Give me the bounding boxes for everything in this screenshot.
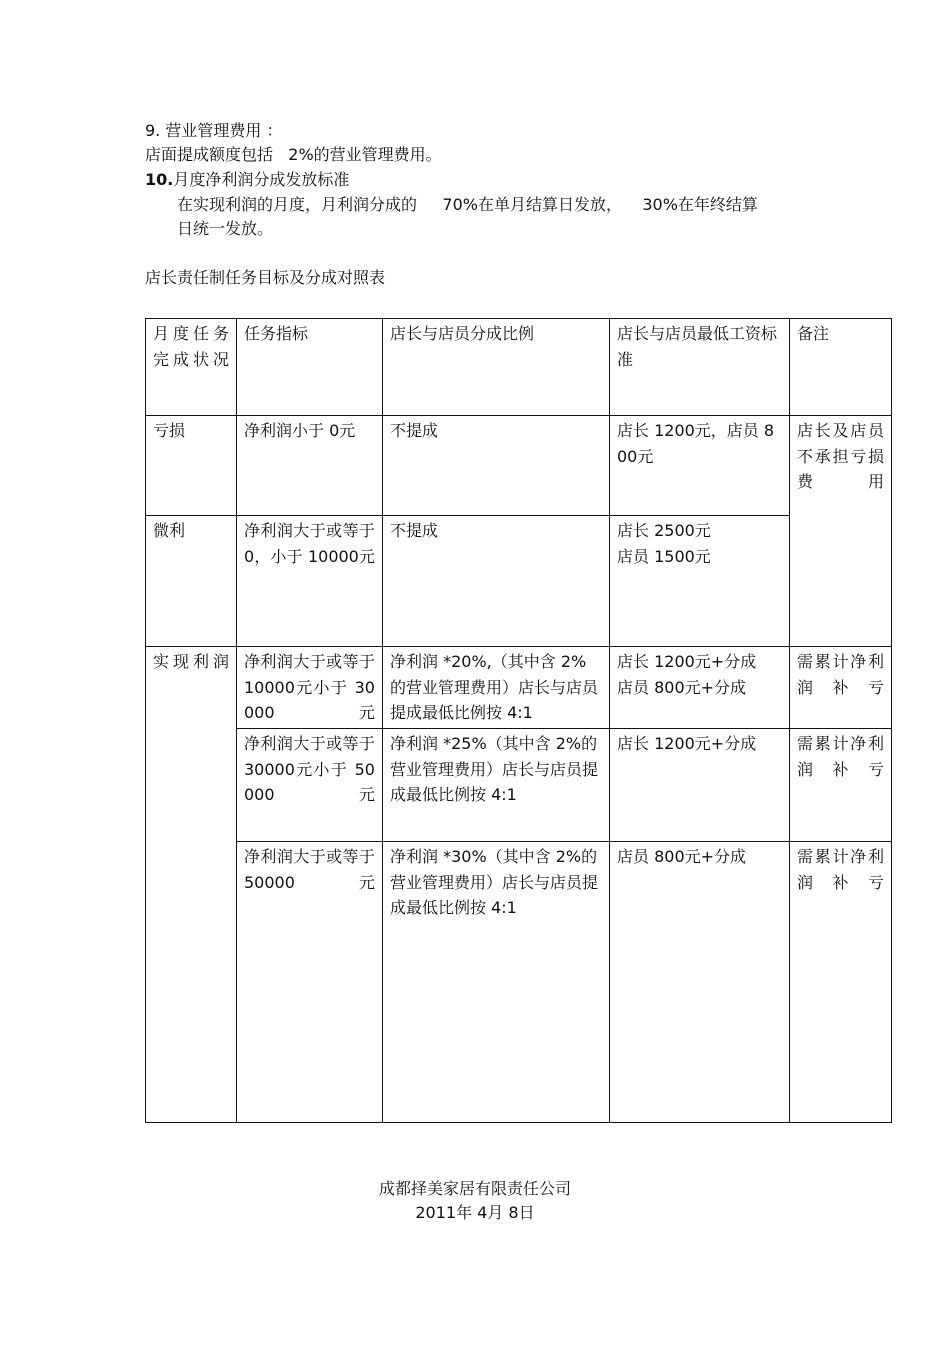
header-ratio: 店长与店员分成比例 [383, 319, 610, 416]
section-10-title [145, 170, 349, 190]
cell-wage [610, 516, 790, 647]
table-title: 店长责任制任务目标及分成对照表 [145, 268, 386, 287]
table-row [146, 416, 892, 516]
cell-wage [610, 647, 790, 729]
section-10-body-line1: 在实现利润的月度，月利润分成的 70%在单月结算日发放， 30%在年终结算 [177, 195, 758, 214]
cell-target: 净利润小于 0元 [237, 416, 383, 516]
cell-ratio: 净利润 *25%（其中含 2%的营业管理费用）店长与店员提成最低比例按 4:1 [383, 729, 610, 842]
cell-note: 需累计净利润补亏 [790, 729, 892, 842]
section-9-title: 9. 营业管理费用 ： [145, 121, 283, 140]
wage-line: 店员 800元+分成 [617, 677, 747, 697]
cell-note: 需累计净利润补亏 [790, 842, 892, 1123]
cell-note: 需累计净利润补亏 [790, 647, 892, 729]
cell-wage: 店员 800元+分成 [610, 842, 790, 1123]
wage-line: 店长 2500元 [617, 521, 711, 540]
wage-line: 店员 1500元 [617, 546, 711, 566]
section-9-body: 店面提成额度包括 2%的营业管理费用。 [145, 145, 442, 164]
table-row [146, 516, 892, 647]
section-10-body-line2: 日统一发放。 [177, 219, 274, 238]
table-row [146, 842, 892, 1123]
header-note: 备注 [790, 319, 892, 416]
cell-target: 净利润大于或等于30000元小于 50000元 [237, 729, 383, 842]
cell-ratio: 净利润 *30%（其中含 2%的营业管理费用）店长与店员提成最低比例按 4:1 [383, 842, 610, 1123]
table-row [146, 729, 892, 842]
wage-line: 店长 1200元+分成 [617, 652, 757, 671]
cell-target: 净利润大于或等于10000元小于 30000元 [237, 647, 383, 729]
cell-status: 微利 [146, 516, 237, 647]
section-10-number: 10. [145, 170, 174, 189]
table-header-row [146, 319, 892, 416]
cell-target: 净利润大于或等于 50000元 [237, 842, 383, 1123]
table-row [146, 647, 892, 729]
cell-note: 店长及店员不承担亏损费用 [790, 416, 892, 647]
cell-target: 净利润大于或等于 0，小于 10000元 [237, 516, 383, 647]
task-target-table [145, 318, 892, 1123]
header-wage: 店长与店员最低工资标准 [610, 319, 790, 416]
cell-ratio: 不提成 [383, 516, 610, 647]
cell-status: 实现利润 [146, 647, 237, 1123]
cell-wage: 店长 1200元，店员 800元 [610, 416, 790, 516]
header-target: 任务指标 [237, 319, 383, 416]
cell-wage: 店长 1200元+分成 [610, 729, 790, 842]
section-10-title-text: 月度净利润分成发放标准 [173, 170, 350, 189]
footer-company: 成都择美家居有限责任公司 [378, 1179, 571, 1198]
footer-date: 2011年 4月 8日 [415, 1203, 535, 1222]
cell-ratio: 净利润 *20%,（其中含 2%的营业管理费用）店长与店员提成最低比例按 4:1 [383, 647, 610, 729]
cell-ratio: 不提成 [383, 416, 610, 516]
cell-status: 亏损 [146, 416, 237, 516]
header-status: 月度任务完成状况 [146, 319, 237, 416]
